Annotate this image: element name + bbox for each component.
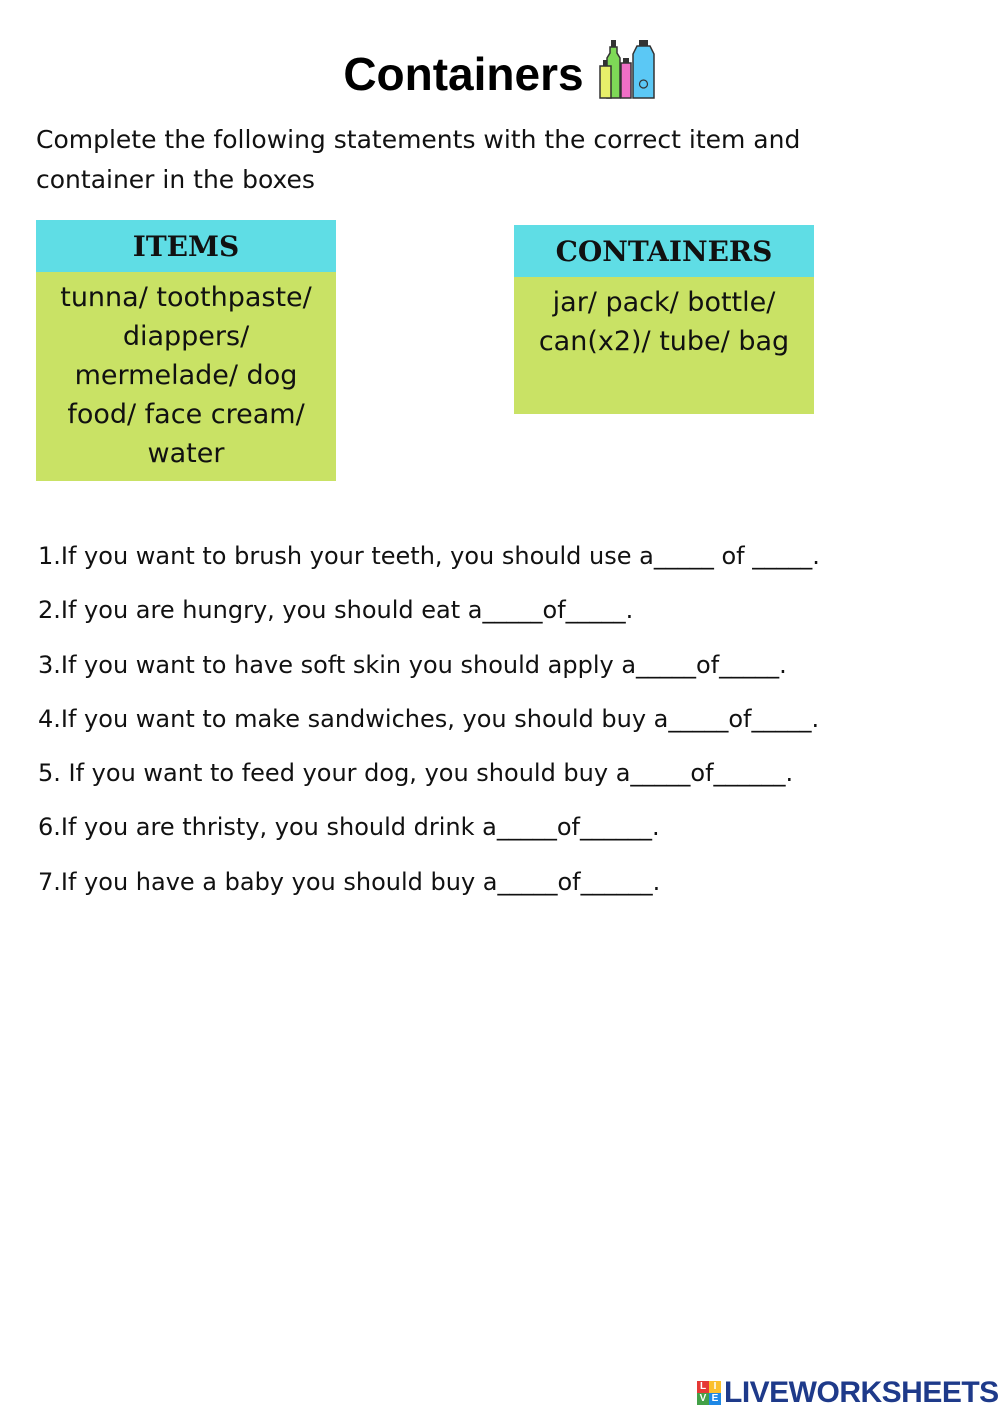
containers-box-body: jar/ pack/ bottle/ can(x2)/ tube/ bag	[514, 277, 814, 414]
question-5: 5. If you want to feed your dog, you should buy a_____of______.	[38, 759, 794, 788]
questions-list	[38, 533, 988, 913]
question-7: 7.If you have a baby you should buy a_____of______.	[38, 867, 661, 896]
question-4: 4.If you want to make sandwiches, you should buy a_____of_____.	[38, 704, 820, 733]
logo-text: LIVEWORKSHEETS	[724, 1376, 999, 1409]
liveworksheets-logo[interactable]	[697, 1378, 999, 1408]
bottles-icon	[599, 38, 657, 104]
question-6: 6.If you are thristy, you should drink a_____of______.	[38, 813, 660, 842]
logo-mark-icon	[697, 1381, 721, 1405]
page-title: Containers	[343, 48, 584, 100]
logo-mark-letter: I	[709, 1381, 721, 1393]
instructions-text: Complete the following statements with the correct item and container in the boxes	[36, 125, 801, 194]
question-1: 1.If you want to brush your teeth, you should use a_____ of _____.	[38, 542, 820, 570]
containers-box	[514, 225, 814, 414]
items-box-header: ITEMS	[36, 220, 336, 272]
items-box	[36, 220, 336, 481]
logo-mark-letter: E	[709, 1393, 721, 1405]
items-box-body: tunna/ toothpaste/ diappers/ mermelade/ dog food/ face cream/ water	[36, 272, 336, 481]
containers-box-header: CONTAINERS	[514, 225, 814, 277]
question-3: 3.If you want to have soft skin you should apply a_____of_____.	[38, 650, 787, 679]
title-row	[0, 44, 1000, 104]
logo-mark-letter: V	[697, 1393, 709, 1405]
logo-mark-letter: L	[697, 1381, 709, 1393]
question-2: 2.If you are hungry, you should eat a_____of_____.	[38, 596, 634, 625]
